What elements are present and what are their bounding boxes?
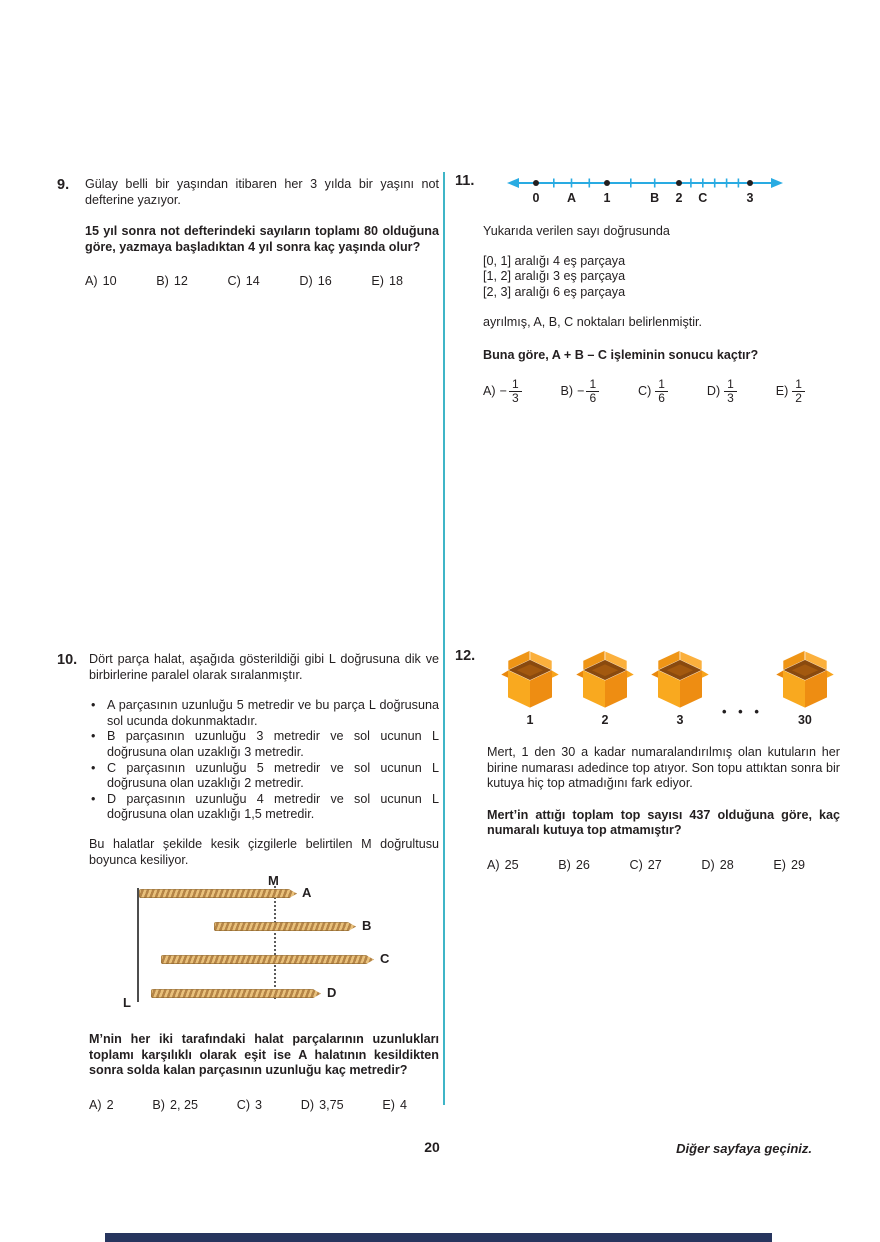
box-3: 3 [647,648,713,727]
option-a: A) 2 [89,1097,114,1112]
question-11 [455,173,840,405]
page-number: 20 [424,1139,440,1155]
option-e: E) $\frac{1}{2}$ [776,378,805,405]
bullet-item: • C parçasının uzunluğu 5 metredir ve sol ucunun L doğrusuna olan uzaklığı 2 metredir. [91,760,439,791]
option-e: E) 4 [382,1097,407,1112]
tick-label-a: A [566,191,577,205]
option-d: D) 16 [299,274,332,289]
question-intro: Mert, 1 den 30 a kadar numaralandırılmış olan kutuların her birine numarası adedince top atıyor. Son topu attıktan sonra bir kutuya hiç top atmadığını fark ediyor. [487,745,840,791]
bullet-item: • D parçasının uzunluğu 4 metredir ve sol ucunun L doğrusuna olan uzaklığı 1,5 metredir. [91,791,439,822]
interval-line: [0, 1] aralığı 4 eş parçaya [483,253,626,268]
cut-line-m [274,886,276,999]
question-12 [455,648,840,873]
option-c: C) $\frac{1}{6}$ [638,378,668,405]
option-c: C) 3 [236,1097,263,1112]
rope-b [214,922,356,931]
tick-label-3: 3 [746,191,754,205]
question-stem: M’nin her iki tarafındaki halat parçalarının uzunlukları toplamı karşılıklı olarak eşit ise A halatının kesildikten sonra solda kalan parçasının uzunluğu kaç metredir? [89,1032,439,1078]
interval-line: [2, 3] aralığı 6 eş parçaya [483,284,626,299]
question-stem: 15 yıl sonra not defterindeki sayıların toplamı 80 olduğuna göre, yazmaya başladıktan 4 yıl sonra kaç yaşında olur? [85,224,439,254]
option-b: B) 12 [156,274,188,289]
option-c: C) 14 [227,274,260,289]
figure-label-l: L [123,995,131,1011]
boxes-figure [487,648,840,727]
option-e: E) 29 [773,857,805,872]
bullet-icon: • [91,698,96,713]
question-number: 12. [455,648,476,664]
box-30: 30 [772,648,838,727]
rope-a [139,889,297,898]
bullet-item: • B parçasının uzunluğu 3 metredir ve sol ucunun L doğrusuna olan uzaklığı 3 metredir. [91,729,439,759]
figure-label-b: B [362,918,372,934]
question-number: 10. [57,652,78,668]
tick-label-b: B [650,191,660,205]
box-1: 1 [497,648,563,727]
bullet-icon: • [91,791,96,806]
question-intro: Yukarıda verilen sayı doğrusunda [483,224,670,238]
line-l [137,888,139,1002]
bullet-list [89,698,439,823]
option-d: D) 28 [701,857,734,872]
option-d: D) $\frac{1}{3}$ [707,378,737,405]
footer-note: Diğer sayfaya geçiniz. [676,1141,812,1156]
figure-label-c: C [380,951,390,967]
figure-label-d: D [327,985,337,1001]
answer-options [487,858,805,873]
answer-options [85,274,403,289]
box-2: 2 [572,648,638,727]
bullet-item: • A parçasının uzunluğu 5 metredir ve bu parça L doğrusuna sol ucunda dokunmaktadır. [91,698,439,728]
open-box-icon [772,648,838,710]
option-b: B) 2, 25 [152,1097,198,1112]
bottom-bar [105,1233,772,1242]
option-a: A) 25 [487,857,519,872]
open-box-icon [572,648,638,710]
question-9 [57,177,439,289]
option-a: A) − $\frac{1}{3}$ [483,378,522,405]
figure-label-a: A [302,885,312,901]
rope-d [151,989,321,998]
right-arrow-icon [771,178,783,188]
question-intro: Dört parça halat, aşağıda gösterildiği gibi L doğrusuna dik ve birbirlerine paralel olarak sıralanmıştır. [89,652,439,682]
question-stem: Mert’in attığı toplam top sayısı 437 olduğuna göre, kaç numaralı kutuya top atmamıştır? [487,807,840,838]
question-outro: ayrılmış, A, B, C noktaları belirlenmiştir. [483,315,703,330]
question-number: 11. [455,173,475,189]
column-divider [443,172,445,1105]
left-arrow-icon [507,178,519,188]
option-c: C) 27 [629,857,662,872]
option-d: D) 3,75 [300,1097,344,1112]
answer-options [89,1098,407,1113]
number-line-figure [505,173,785,209]
question-note: Bu halatlar şekilde kesik çizgilerle belirtilen M doğrultusu boyunca kesiliyor. [89,836,439,867]
open-box-icon [647,648,713,710]
bullet-icon: • [91,760,96,775]
rope-figure [89,874,439,1020]
question-stem: Buna göre, A + B – C işleminin sonucu kaçtır? [483,347,759,362]
tick-label-1: 1 [603,191,611,205]
rope-c [161,955,374,964]
figure-label-m: M [268,873,279,889]
bullet-icon: • [91,729,96,744]
answer-options [483,378,805,405]
option-b: B) 26 [558,857,590,872]
question-10 [57,652,439,1113]
tick-label-c: C [698,191,708,205]
open-box-icon [497,648,563,710]
interval-line: [1, 2] aralığı 3 eş parçaya [483,269,626,284]
tick-label-0: 0 [532,191,540,205]
option-e: E) 18 [371,274,403,289]
question-number: 9. [57,177,70,193]
question-intro: Gülay belli bir yaşından itibaren her 3 yılda bir yaşını not defterine yazıyor. [85,177,439,207]
ellipsis-dots: • • • [722,704,763,719]
option-a: A) 10 [85,274,117,289]
tick-label-2: 2 [675,191,683,205]
option-b: B) − $\frac{1}{6}$ [561,378,600,405]
